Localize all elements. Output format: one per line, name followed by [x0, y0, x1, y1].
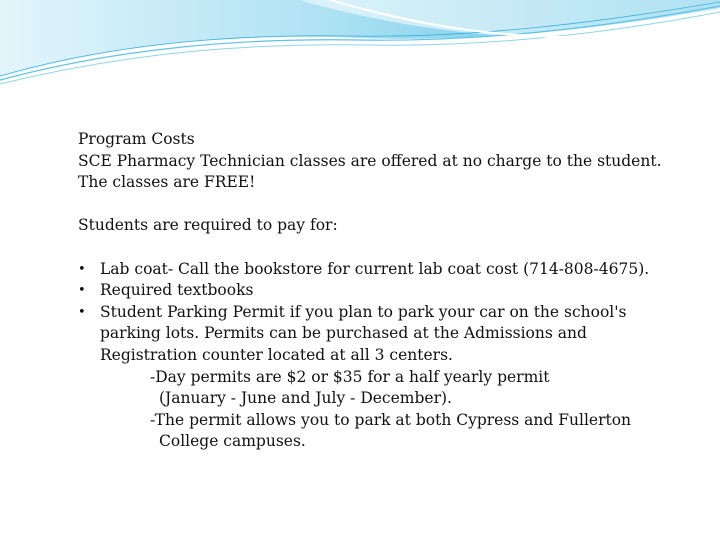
day-permit-note: -Day permits are $2 or $35 for a half yearly permit [150, 367, 550, 386]
intro-text: SCE Pharmacy Technician classes are offered at no charge to the student. [78, 151, 662, 170]
list-item-text: Lab coat- Call the bookstore for current lab coat cost (714-808-4675). [100, 259, 650, 278]
list-item-text: Student Parking Permit if you plan to park your car on the school's parking lots. Permits can be purchased at the Admissions and Registration counter located at all 3 centers. [100, 302, 627, 364]
list-item [78, 259, 678, 281]
spacer [78, 194, 678, 216]
spacer [78, 237, 678, 259]
slide-body [78, 129, 678, 453]
required-label: Students are required to pay for: [78, 216, 338, 235]
section-heading: Program Costs [78, 130, 195, 148]
bullet-icon: • [78, 283, 86, 299]
bullet-icon: • [78, 261, 86, 277]
list-item [78, 280, 678, 302]
campus-permit-note: -The permit allows you to park at both Cypress and Fullerton [150, 410, 632, 429]
decorative-wave-header [0, 0, 720, 90]
bullet-icon: • [78, 304, 86, 320]
cost-list [78, 259, 678, 367]
day-permit-note-dates: (January - June and July - December). [159, 389, 452, 408]
campus-permit-note-cont: College campuses. [159, 432, 306, 451]
list-item [78, 302, 678, 367]
intro-text-free: The classes are FREE! [78, 173, 256, 192]
list-item-text: Required textbooks [100, 281, 254, 300]
